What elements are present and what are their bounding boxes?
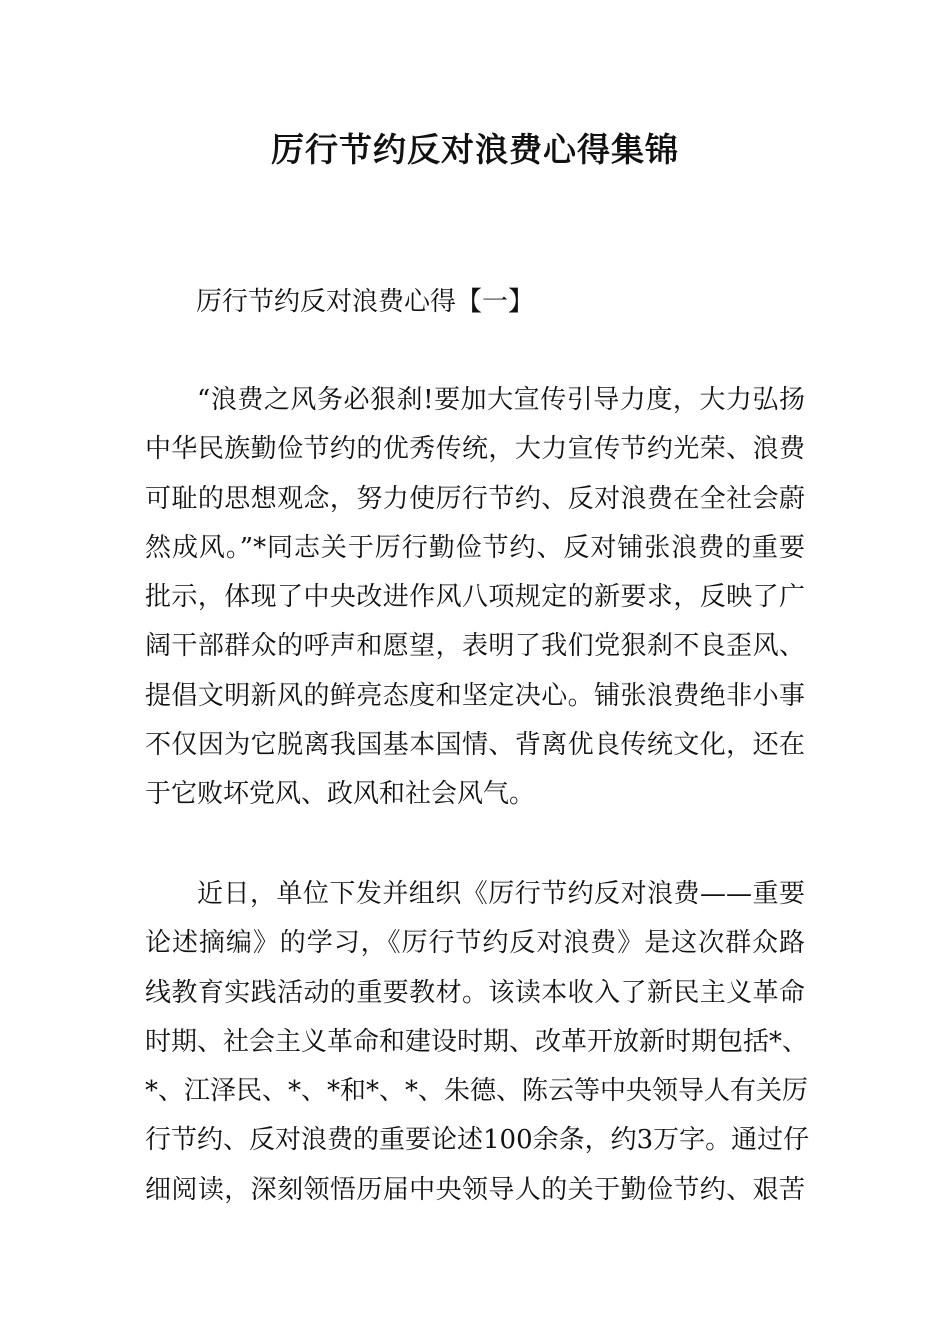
document-title: 厉行节约反对浪费心得集锦 bbox=[271, 130, 679, 169]
paragraph-line: 论述摘编》的学习，《厉行节约反对浪费》是这次群众路 bbox=[145, 928, 805, 959]
paragraph-line: “浪费之风务必狠刹!要加大宣传引导力度，大力弘扬 bbox=[197, 385, 805, 415]
paragraph-line: *、江泽民、*、*和*、*、朱德、陈云等中央领导人有关厉 bbox=[145, 1076, 809, 1107]
paragraph-line: 然成风。”*同志关于厉行勤俭节约、反对铺张浪费的重要 bbox=[145, 532, 805, 563]
paragraph-line: 可耻的思想观念，努力使厉行节约、反对浪费在全社会蔚 bbox=[145, 483, 805, 514]
paragraph-line: 近日，单位下发并组织《厉行节约反对浪费——重要 bbox=[197, 879, 805, 909]
paragraph-line: 行节约、反对浪费的重要论述100余条，约3万字。通过仔 bbox=[145, 1125, 810, 1156]
paragraph-line: 不仅因为它脱离我国基本国情、背离优良传统文化，还在 bbox=[145, 730, 805, 761]
paragraph-line: 于它败坏党风、政风和社会风气。 bbox=[145, 779, 536, 810]
paragraph-1 bbox=[145, 376, 805, 820]
paragraph-2 bbox=[145, 870, 810, 1215]
paragraph-line: 阔干部群众的呼声和愿望，表明了我们党狠刹不良歪风、 bbox=[145, 631, 805, 662]
paragraph-line: 时期、社会主义革命和建设时期、改革开放新时期包括*、 bbox=[145, 1026, 809, 1057]
section-heading: 厉行节约反对浪费心得【一】 bbox=[196, 287, 535, 317]
paragraph-line: 细阅读，深刻领悟历届中央领导人的关于勤俭节约、艰苦 bbox=[145, 1174, 805, 1205]
paragraph-line: 批示，体现了中央改进作风八项规定的新要求，反映了广 bbox=[145, 582, 805, 613]
paragraph-line: 中华民族勤俭节约的优秀传统，大力宣传节约光荣、浪费 bbox=[145, 434, 805, 465]
paragraph-line: 线教育实践活动的重要教材。该读本收入了新民主义革命 bbox=[145, 977, 805, 1008]
paragraph-line: 提倡文明新风的鲜亮态度和坚定决心。铺张浪费绝非小事 bbox=[145, 680, 805, 711]
